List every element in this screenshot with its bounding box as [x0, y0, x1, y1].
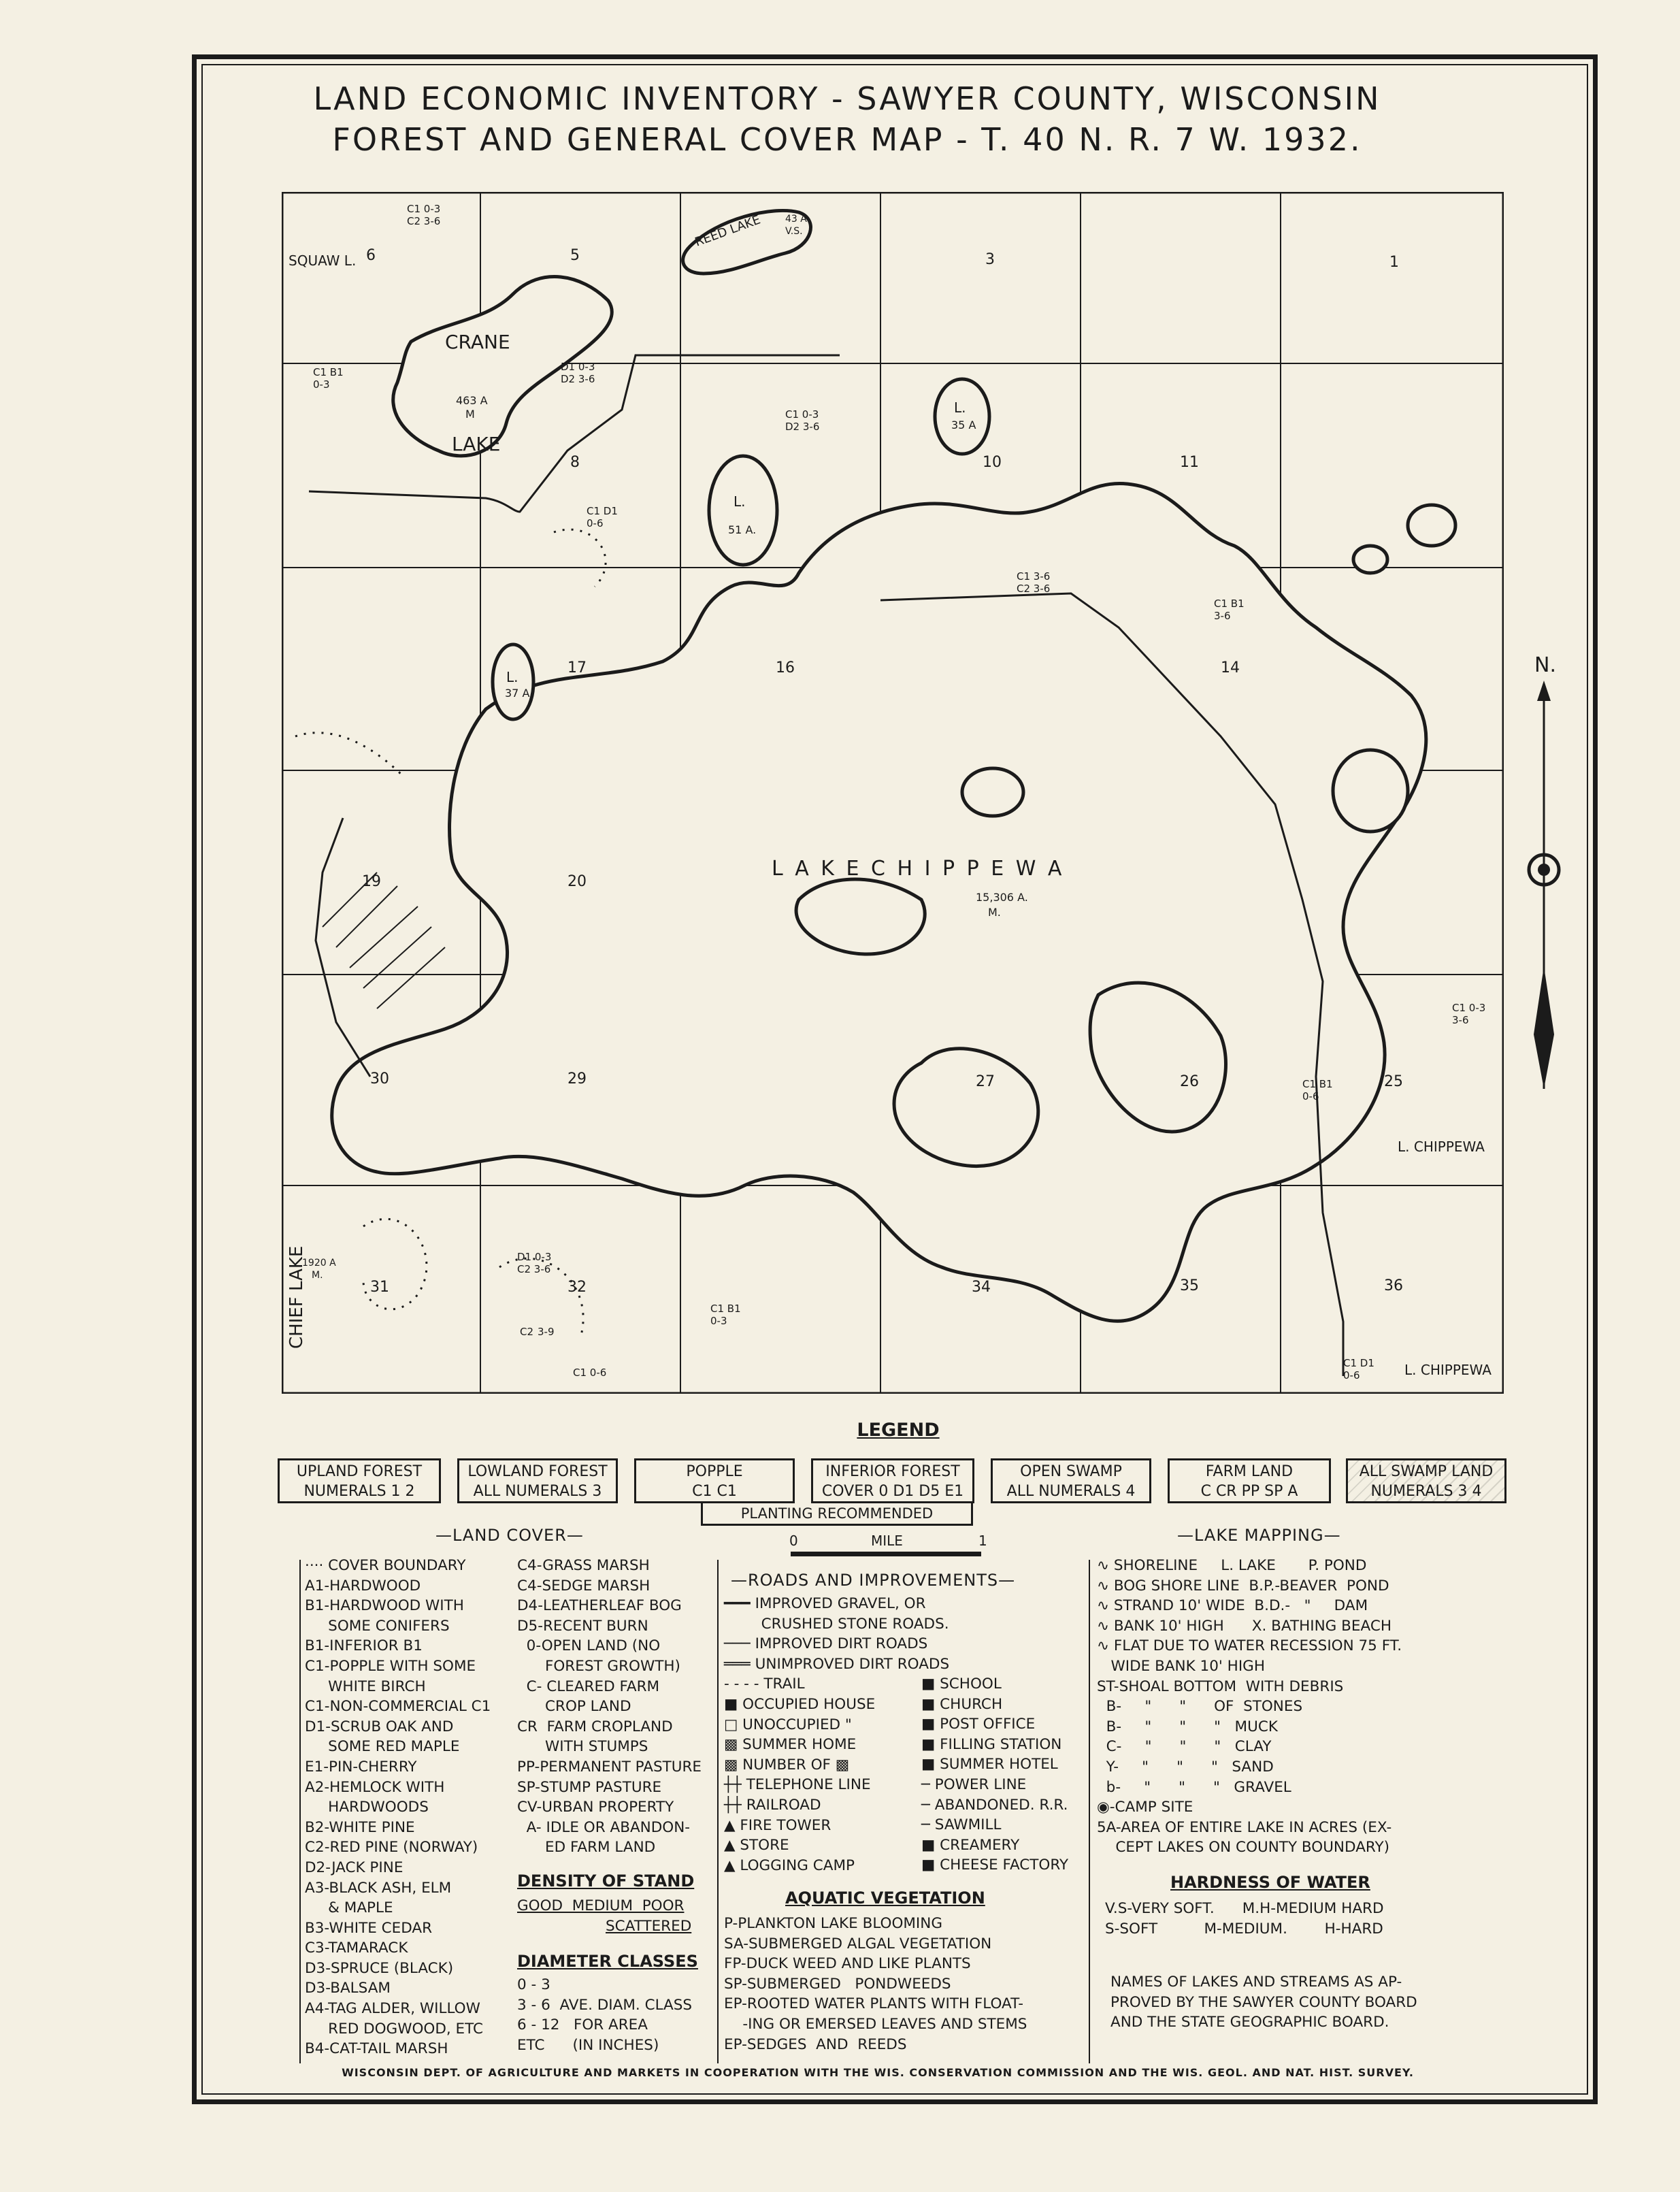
section-number: 10 [983, 454, 1002, 471]
roads-heading: —ROADS AND IMPROVEMENTS— [731, 1571, 1016, 1590]
road-west [316, 818, 370, 1077]
section-number: 8 [570, 454, 580, 471]
cover-label-bottom: C2 3-6 [517, 1263, 551, 1275]
cover-label-top: C1 3-6 [1017, 570, 1051, 583]
density-scattered: SCATTERED [606, 1918, 692, 1935]
land-cover-heading: —LAND COVER— [435, 1526, 584, 1545]
roads-list: ━━━ IMPROVED GRAVEL, OR CRUSHED STONE ROADS. ─── IMPROVED DIRT ROADS ═══ UNIMPROVED DIRT ROADS - - - - TRAIL [724, 1595, 950, 1693]
legend-box-line: ALL SWAMP LAND [1359, 1463, 1494, 1480]
section-number: 14 [1221, 659, 1240, 676]
legend-box-upland [278, 1458, 441, 1503]
small-lake-area: 37 A [505, 687, 530, 700]
legend-box-line: NUMERALS 3 4 [1370, 1483, 1482, 1500]
swamp-hatch [323, 872, 445, 1009]
legend-box-lowland [457, 1458, 618, 1503]
cover-label-bottom: 3-6 [1214, 610, 1231, 622]
legend-box-inferior [811, 1458, 974, 1503]
names-note: NAMES OF LAKES AND STREAMS AS AP- PROVED BY THE SAWYER COUNTY BOARD AND THE STATE GEOGRAPHIC BOARD. [1110, 1974, 1417, 2031]
legend-box-line: COVER 0 D1 D5 E1 [821, 1483, 964, 1500]
north-arrow-icon [1520, 681, 1568, 1102]
section-number: 3 [985, 251, 995, 268]
section-number: 6 [366, 247, 376, 264]
aquatic-heading: AQUATIC VEGETATION [785, 1888, 985, 1908]
cover-label-bottom: C2 3-6 [407, 215, 441, 227]
legend-box-line: UPLAND FOREST [296, 1463, 423, 1480]
reed-lake-label: REED LAKE [693, 212, 763, 250]
cover-label-top: C1 B1 [1214, 598, 1245, 610]
legend-box-line: POPPLE [686, 1463, 743, 1480]
small-lake-label: L. [734, 493, 746, 510]
section-number: 19 [362, 873, 381, 890]
cover-label-top: D1 0-3 [517, 1251, 552, 1263]
section-number: 30 [370, 1070, 389, 1087]
cover-label-top: C1 D1 [587, 505, 618, 517]
section-number: 25 [1384, 1073, 1403, 1090]
legend-box-line: NUMERALS 1 2 [303, 1483, 415, 1500]
squaw-lake-label: SQUAW L. [289, 252, 357, 269]
hardness-heading: HARDNESS OF WATER [1170, 1873, 1370, 1892]
section-number: 32 [567, 1279, 587, 1296]
pond-2 [1353, 546, 1387, 573]
legend-divider [717, 1560, 719, 2063]
cover-label-bottom: 3-9 [538, 1326, 555, 1338]
roads-list-a: ■ OCCUPIED HOUSE □ UNOCCUPIED " ▩ SUMMER HOME ▩ NUMBER OF ▩ ┼┼ TELEPHONE LINE ┼┼ RAILROAD ▲ FIRE TOWER ▲ STORE ▲ LOGGING CAMP [724, 1696, 876, 1874]
cover-label-top: C1 D1 [1343, 1357, 1374, 1369]
cover-label-top: D1 0-3 [561, 361, 595, 373]
legend-box-popple [634, 1458, 795, 1503]
crane-hardness: M [465, 408, 475, 421]
island [962, 768, 1023, 816]
legend-box-farm [1168, 1458, 1331, 1503]
north-label: N. [1534, 653, 1556, 677]
scale-zero: 0 [789, 1533, 798, 1549]
township-map [282, 192, 1504, 1394]
cover-label-bottom: 0-6 [1343, 1369, 1360, 1381]
small-lake-label: L. [954, 399, 966, 416]
crane-area: 463 A [456, 394, 488, 407]
lake-mapping-heading: —LAKE MAPPING— [1177, 1526, 1341, 1545]
legend-box-line: FARM LAND [1205, 1463, 1294, 1480]
section-number: 35 [1180, 1277, 1199, 1294]
lake-mapping-list: ∿ SHORELINE L. LAKE P. POND ∿ BOG SHORE LINE B.P.-BEAVER POND ∿ STRAND 10' WIDE B.D.- " DAM ∿ BANK 10' HIGH X. BATHING BEACH ∿ FLAT DUE TO WATER RECESSION 75 FT. WIDE BANK 10' HIGH ST-SHOAL BOTTOM WITH DEBRIS B- " " OF STONES B- " " " MUCK C- " " " CLAY Y- " " " SAND b- " " " GRAVEL ◉-CAMP SITE 5A-AREA OF ENTIRE LAKE IN ACRES (EX- CEPT LAKES ON COUNTY BOUNDARY) [1097, 1557, 1402, 1856]
legend-box-line: LOWLAND FOREST [467, 1463, 608, 1480]
lake-chippewa-label: L A K E C H I P P E W A [772, 857, 1065, 881]
cover-label-top: C1 0-3 [407, 203, 441, 215]
aquatic-list: P-PLANKTON LAKE BLOOMING SA-SUBMERGED ALGAL VEGETATION FP-DUCK WEED AND LIKE PLANTS SP-SUBMERGED PONDWEEDS EP-ROOTED WATER PLANTS WITH FLOAT- -ING OR EMERSED LEAVES AND STEMS EP-SEDGES AND REEDS [724, 1915, 1027, 2053]
map-title-line1: LAND ECONOMIC INVENTORY - SAWYER COUNTY, WISCONSIN [313, 80, 1381, 117]
section-number: 16 [776, 659, 795, 676]
l-chippewa-label-1: L. CHIPPEWA [1398, 1139, 1485, 1155]
cover-label-bottom: 0-6 [587, 517, 604, 529]
reed-hardness: V.S. [785, 226, 803, 237]
chief-area: 1920 A [302, 1258, 336, 1269]
hardness-list: V.S-VERY SOFT. M.H-MEDIUM HARD S-SOFT M-MEDIUM. H-HARD [1105, 1900, 1384, 1937]
chief-lake-label: CHIEF LAKE [286, 1245, 307, 1349]
diameter-values: 0 - 3 3 - 6 AVE. DIAM. CLASS 6 - 12 FOR AREA ETC (IN INCHES) [517, 1976, 693, 2054]
small-lake-label: L. [506, 669, 518, 685]
l-chippewa-label-2: L. CHIPPEWA [1404, 1362, 1492, 1378]
section-number: 29 [567, 1070, 587, 1087]
small-lake-35a [935, 379, 989, 454]
footer-credit: WISCONSIN DEPT. OF AGRICULTURE AND MARKETS IN COOPERATION WITH THE WIS. CONSERVATION COMMISSION AND THE WIS. GEOL. AND NAT. HIST. SURVEY. [342, 2066, 1414, 2079]
legend-box-line: C CR PP SP A [1200, 1483, 1298, 1500]
cover-label-top: C1 B1 [710, 1303, 741, 1315]
crane-label: CRANE [445, 331, 510, 353]
map-title-line2: FOREST AND GENERAL COVER MAP - T. 40 N. R. 7 W. 1932. [332, 121, 1362, 158]
section-number: 17 [567, 659, 587, 676]
section-number: 34 [972, 1279, 991, 1296]
section-number: 11 [1180, 454, 1199, 471]
density-values: GOOD MEDIUM POOR [517, 1897, 685, 1914]
small-lake-51a [709, 456, 777, 565]
section-number: 27 [976, 1073, 995, 1090]
small-lake-area: 51 A. [728, 523, 757, 536]
lake-chippewa-hardness: M. [988, 906, 1001, 919]
cover-label-bottom: 0-6 [1302, 1090, 1319, 1102]
legend-box-line: OPEN SWAMP [1020, 1463, 1122, 1480]
section-number: 31 [370, 1279, 389, 1296]
legend-box-line: ALL NUMERALS 4 [1006, 1483, 1136, 1500]
cover-label-top: C1 B1 [313, 366, 344, 378]
cover-label-top: C1 0-3 [1452, 1002, 1486, 1014]
section-number: 5 [570, 247, 580, 264]
scale-mile: MILE [871, 1533, 903, 1549]
cover-label-top: C1 B1 [1302, 1078, 1333, 1090]
legend-box-open-swamp [991, 1458, 1151, 1503]
east-lake [1333, 750, 1408, 832]
cover-label-bottom: D2 3-6 [785, 421, 820, 433]
chief-hardness: M. [312, 1270, 323, 1281]
pond [1408, 505, 1455, 546]
land-cover-column-1: ···· COVER BOUNDARY A1-HARDWOOD B1-HARDWOOD WITH SOME CONIFERS B1-INFERIOR B1 C1-POPPLE WITH SOME WHITE BIRCH C1-NON-COMMERCIAL C1 D1-SCRUB OAK AND SOME RED MAPLE E1-PIN-CHERRY A2-HEMLOCK WITH HARDWOODS B2-WHITE PINE C2-RED PINE (NORWAY) D2-JACK PINE A3-BLACK ASH, ELM & MAPLE B3-WHITE CEDAR C3-TAMARACK D3-SPRUCE (BLACK) D3-BALSAM A4-TAG ALDER, WILLOW RED DOGWOOD, ETC B4-CAT-TAIL MARSH [305, 1557, 491, 2058]
legend-divider [299, 1560, 301, 2063]
small-lake-area: 35 A [951, 419, 976, 431]
roads-list-b: ■ SCHOOL ■ CHURCH ■ POST OFFICE ■ FILLING STATION ■ SUMMER HOTEL ─ POWER LINE ─ ABANDONED. R.R. ─ SAWMILL ■ CREAMERY ■ CHEESE FACTORY [921, 1675, 1069, 1874]
cover-label-top: C1 0-6 [573, 1367, 607, 1379]
cover-label-bottom: C2 3-6 [1017, 583, 1051, 595]
planting-recommended: PLANTING RECOMMENDED [701, 1503, 973, 1526]
land-cover-column-2: C4-GRASS MARSH C4-SEDGE MARSH D4-LEATHERLEAF BOG D5-RECENT BURN 0-OPEN LAND (NO FOREST GROWTH) C- CLEARED FARM CROP LAND CR FARM CROPLAND WITH STUMPS PP-PERMANENT PASTURE SP-STUMP PASTURE CV-URBAN PROPERTY A- IDLE OR ABANDON- ED FARM LAND [517, 1557, 702, 1856]
legend-box-line: ALL NUMERALS 3 [473, 1483, 602, 1500]
cover-label-bottom: 0-3 [710, 1315, 727, 1327]
lake-label: LAKE [452, 433, 501, 455]
legend-divider [1089, 1560, 1090, 2063]
section-number: 36 [1384, 1277, 1403, 1294]
lake-chippewa-area: 15,306 A. [976, 891, 1028, 904]
cover-label-bottom: 0-3 [313, 378, 330, 391]
legend-title: LEGEND [857, 1420, 940, 1441]
cover-label-bottom: 3-6 [1452, 1014, 1469, 1026]
cover-label-bottom: D2 3-6 [561, 373, 595, 385]
section-number: 20 [567, 873, 587, 890]
reed-area: 43 A [785, 214, 807, 225]
section-number: 26 [1180, 1073, 1199, 1090]
scale-one: 1 [978, 1533, 987, 1549]
section-number: 1 [1389, 254, 1399, 271]
legend-box-line: INFERIOR FOREST [825, 1463, 960, 1480]
cover-label-top: C2 [520, 1326, 534, 1338]
diameter-heading: DIAMETER CLASSES [517, 1952, 698, 1971]
legend-box-all-swamp [1346, 1458, 1506, 1503]
density-heading: DENSITY OF STAND [517, 1871, 695, 1891]
legend-box-line: C1 C1 [692, 1483, 737, 1500]
cover-label-top: C1 0-3 [785, 408, 819, 421]
scale-bar-line [791, 1552, 981, 1556]
